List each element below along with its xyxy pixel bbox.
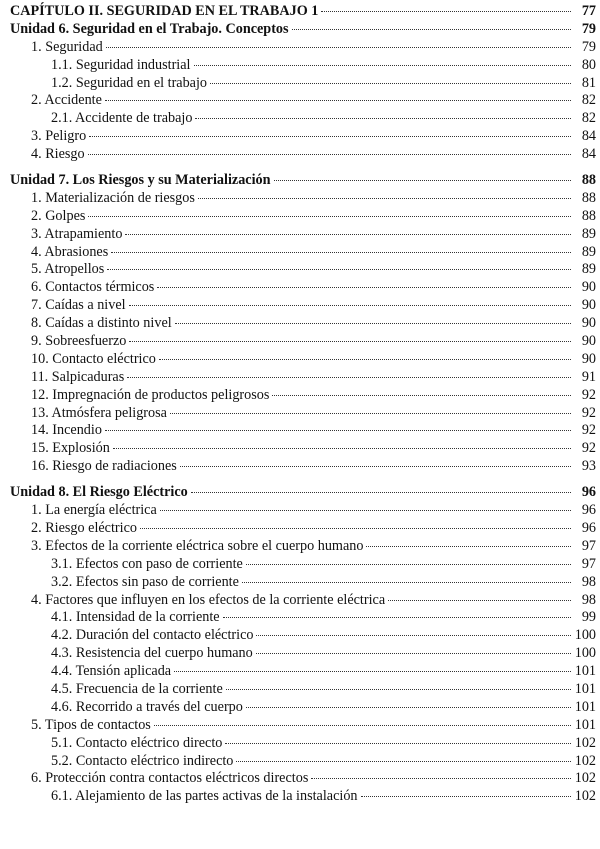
toc-subsection bbox=[10, 110, 596, 128]
toc-entry-page: 98 bbox=[581, 573, 596, 590]
toc-entry-page: 82 bbox=[581, 110, 596, 127]
toc-section bbox=[10, 592, 596, 610]
dot-leader bbox=[242, 582, 571, 583]
toc-entry-title: 11. Salpicaduras bbox=[31, 368, 125, 385]
dot-leader bbox=[89, 136, 571, 137]
toc-entry-page: 79 bbox=[581, 38, 596, 55]
toc-entry-title: 5.1. Contacto eléctrico directo bbox=[51, 734, 223, 751]
toc-entry-title: 14. Incendio bbox=[31, 422, 102, 439]
toc-section bbox=[10, 502, 596, 520]
toc-entry-title: 6. Contactos térmicos bbox=[31, 279, 155, 296]
toc-entry-title: 1. Materialización de riesgos bbox=[31, 189, 195, 206]
toc-entry-title: 1. La energía eléctrica bbox=[31, 502, 157, 519]
toc-entry-title: 6.1. Alejamiento de las partes activas de la instalación bbox=[51, 788, 358, 805]
dot-leader bbox=[127, 377, 571, 378]
dot-leader bbox=[226, 689, 571, 690]
toc-subsection bbox=[10, 645, 596, 663]
toc-entry-title: Unidad 6. Seguridad en el Trabajo. Conceptos bbox=[10, 20, 289, 37]
toc-section bbox=[10, 279, 596, 297]
dot-leader bbox=[256, 653, 571, 654]
toc-entry-page: 89 bbox=[581, 243, 596, 260]
toc-entry-title: CAPÍTULO II. SEGURIDAD EN EL TRABAJO 1 bbox=[10, 3, 319, 19]
toc-entry-title: 3.1. Efectos con paso de corriente bbox=[51, 555, 243, 572]
toc-entry-page: 79 bbox=[581, 20, 596, 37]
toc-entry-title: 5. Tipos de contactos bbox=[31, 716, 151, 733]
toc-entry-title: 3. Atrapamiento bbox=[31, 225, 123, 242]
dot-leader bbox=[180, 466, 571, 467]
toc-entry-page: 102 bbox=[574, 770, 596, 787]
dot-leader bbox=[105, 100, 571, 101]
toc-subsection bbox=[10, 753, 596, 771]
toc-section bbox=[10, 333, 596, 351]
toc-entry-title: 4.6. Recorrido a través del cuerpo bbox=[51, 698, 243, 715]
toc-entry-title: 4.1. Intensidad de la corriente bbox=[51, 609, 220, 626]
toc-entry-page: 96 bbox=[581, 502, 596, 519]
toc-entry-page: 82 bbox=[581, 92, 596, 109]
dot-leader bbox=[129, 305, 571, 306]
dot-leader bbox=[140, 528, 571, 529]
toc-section bbox=[10, 315, 596, 333]
toc-section bbox=[10, 226, 596, 244]
dot-leader bbox=[272, 395, 571, 396]
toc-subsection bbox=[10, 788, 596, 806]
toc-entry-title: 6. Protección contra contactos eléctricos directos bbox=[31, 770, 309, 787]
dot-leader bbox=[194, 65, 572, 66]
toc-section bbox=[10, 190, 596, 208]
toc-entry-page: 88 bbox=[581, 189, 596, 206]
toc-entry-page: 100 bbox=[574, 645, 596, 662]
toc-entry-page: 99 bbox=[581, 609, 596, 626]
toc-entry-title: 9. Sobreesfuerzo bbox=[31, 333, 127, 350]
toc-entry-page: 77 bbox=[581, 3, 596, 19]
dot-leader bbox=[174, 671, 571, 672]
toc-section bbox=[10, 297, 596, 315]
toc-entry-title: 4. Factores que influyen en los efectos de la corriente eléctrica bbox=[31, 591, 386, 608]
toc-entry-title: 1.2. Seguridad en el trabajo bbox=[51, 74, 208, 91]
toc-entry-title: 3. Peligro bbox=[31, 128, 87, 145]
toc-section bbox=[10, 440, 596, 458]
dot-leader bbox=[223, 617, 571, 618]
toc-subsection bbox=[10, 75, 596, 93]
toc-entry-page: 89 bbox=[581, 261, 596, 278]
dot-leader bbox=[107, 269, 571, 270]
toc-entry-title: 16. Riesgo de radiaciones bbox=[31, 458, 177, 475]
toc-entry-title: 1. Seguridad bbox=[31, 38, 103, 55]
toc-entry-page: 101 bbox=[574, 698, 596, 715]
dot-leader bbox=[129, 341, 571, 342]
toc-subsection bbox=[10, 574, 596, 592]
toc-section bbox=[10, 538, 596, 556]
toc-entry-page: 90 bbox=[581, 297, 596, 314]
toc-section bbox=[10, 369, 596, 387]
dot-leader bbox=[292, 29, 571, 30]
toc-entry-page: 97 bbox=[581, 555, 596, 572]
toc-entry-title: 7. Caídas a nivel bbox=[31, 297, 126, 314]
toc-entry-title: Unidad 7. Los Riesgos y su Materialización bbox=[10, 172, 271, 189]
dot-leader bbox=[160, 510, 571, 511]
toc-entry-page: 90 bbox=[581, 350, 596, 367]
toc-entry-title: 1.1. Seguridad industrial bbox=[51, 56, 191, 73]
dot-leader bbox=[198, 198, 571, 199]
dot-leader bbox=[274, 180, 571, 181]
toc-entry-page: 101 bbox=[574, 663, 596, 680]
toc-entry-page: 96 bbox=[581, 484, 596, 501]
toc-entry-page: 92 bbox=[581, 422, 596, 439]
dot-leader bbox=[210, 83, 571, 84]
toc-subsection bbox=[10, 663, 596, 681]
toc-entry-page: 101 bbox=[574, 716, 596, 733]
toc-unit-heading bbox=[10, 21, 596, 39]
toc-entry-title: 4.3. Resistencia del cuerpo humano bbox=[51, 645, 253, 662]
toc-entry-page: 90 bbox=[581, 333, 596, 350]
toc-section bbox=[10, 208, 596, 226]
toc-unit-heading bbox=[10, 172, 596, 190]
dot-leader bbox=[191, 492, 571, 493]
toc-entry-page: 92 bbox=[581, 386, 596, 403]
dot-leader bbox=[388, 600, 571, 601]
toc-section bbox=[10, 520, 596, 538]
toc-section bbox=[10, 128, 596, 146]
toc-entry-title: 2. Accidente bbox=[31, 92, 102, 109]
toc-entry-title: 4. Abrasiones bbox=[31, 243, 109, 260]
dot-leader bbox=[159, 359, 571, 360]
dot-leader bbox=[106, 47, 571, 48]
toc-entry-page: 84 bbox=[581, 128, 596, 145]
toc-entry-title: 4.5. Frecuencia de la corriente bbox=[51, 680, 223, 697]
toc-entry-title: 10. Contacto eléctrico bbox=[31, 350, 156, 367]
dot-leader bbox=[105, 430, 571, 431]
dot-leader bbox=[111, 252, 571, 253]
dot-leader bbox=[311, 778, 571, 779]
toc-section bbox=[10, 770, 596, 788]
toc-entry-title: 2. Golpes bbox=[31, 207, 86, 224]
toc-entry-page: 88 bbox=[581, 207, 596, 224]
toc-entry-title: 3.2. Efectos sin paso de corriente bbox=[51, 573, 239, 590]
toc-entry-title: Unidad 8. El Riesgo Eléctrico bbox=[10, 484, 188, 501]
toc-section bbox=[10, 244, 596, 262]
toc-entry-page: 100 bbox=[574, 627, 596, 644]
toc-entry-page: 97 bbox=[581, 537, 596, 554]
toc-entry-page: 89 bbox=[581, 225, 596, 242]
toc-subsection bbox=[10, 609, 596, 627]
dot-leader bbox=[125, 234, 571, 235]
dot-leader bbox=[157, 287, 571, 288]
dot-leader bbox=[88, 154, 571, 155]
toc-section bbox=[10, 422, 596, 440]
toc-entry-title: 2. Riesgo eléctrico bbox=[31, 519, 137, 536]
dot-leader bbox=[113, 448, 571, 449]
toc-section bbox=[10, 39, 596, 57]
toc-section bbox=[10, 458, 596, 476]
toc-entry-page: 102 bbox=[574, 788, 596, 805]
toc-entry-page: 90 bbox=[581, 279, 596, 296]
toc-entry-page: 92 bbox=[581, 404, 596, 421]
dot-leader bbox=[170, 413, 571, 414]
toc-subsection bbox=[10, 699, 596, 717]
dot-leader bbox=[246, 564, 571, 565]
toc-section bbox=[10, 146, 596, 164]
toc-entry-title: 4.2. Duración del contacto eléctrico bbox=[51, 627, 254, 644]
toc-entry-page: 93 bbox=[581, 458, 596, 475]
dot-leader bbox=[321, 11, 571, 12]
dot-leader bbox=[361, 796, 571, 797]
dot-leader bbox=[246, 707, 571, 708]
toc-section bbox=[10, 387, 596, 405]
toc-entry-title: 4. Riesgo bbox=[31, 146, 85, 163]
toc-section bbox=[10, 717, 596, 735]
toc-entry-page: 101 bbox=[574, 680, 596, 697]
toc-entry-page: 81 bbox=[581, 74, 596, 91]
toc-entry-page: 80 bbox=[581, 56, 596, 73]
toc-entry-title: 13. Atmósfera peligrosa bbox=[31, 404, 167, 421]
dot-leader bbox=[88, 216, 571, 217]
toc-entry-page: 92 bbox=[581, 440, 596, 457]
toc-entry-title: 4.4. Tensión aplicada bbox=[51, 663, 172, 680]
toc-section bbox=[10, 92, 596, 110]
toc-entry-page: 102 bbox=[574, 752, 596, 769]
toc-subsection bbox=[10, 681, 596, 699]
toc-subsection bbox=[10, 735, 596, 753]
toc-subsection bbox=[10, 556, 596, 574]
toc-entry-page: 91 bbox=[581, 368, 596, 385]
toc-entry-page: 90 bbox=[581, 315, 596, 332]
toc-entry-title: 12. Impregnación de productos peligrosos bbox=[31, 386, 270, 403]
toc-entry-page: 84 bbox=[581, 146, 596, 163]
toc-entry-title: 2.1. Accidente de trabajo bbox=[51, 110, 193, 127]
toc-section bbox=[10, 405, 596, 423]
toc-unit-heading bbox=[10, 484, 596, 502]
dot-leader bbox=[175, 323, 571, 324]
toc-section bbox=[10, 351, 596, 369]
toc-entry-title: 15. Explosión bbox=[31, 440, 110, 457]
toc-entry-title: 5.2. Contacto eléctrico indirecto bbox=[51, 752, 234, 769]
table-of-contents bbox=[10, 3, 596, 806]
toc-entry-page: 96 bbox=[581, 519, 596, 536]
toc-entry-page: 102 bbox=[574, 734, 596, 751]
toc-entry-title: 8. Caídas a distinto nivel bbox=[31, 315, 172, 332]
toc-chapter-heading bbox=[10, 3, 596, 21]
toc-subsection bbox=[10, 627, 596, 645]
dot-leader bbox=[154, 725, 571, 726]
toc-section bbox=[10, 261, 596, 279]
dot-leader bbox=[256, 635, 571, 636]
dot-leader bbox=[225, 743, 571, 744]
dot-leader bbox=[236, 761, 571, 762]
toc-subsection bbox=[10, 57, 596, 75]
toc-entry-title: 5. Atropellos bbox=[31, 261, 105, 278]
dot-leader bbox=[366, 546, 571, 547]
dot-leader bbox=[195, 118, 571, 119]
toc-entry-page: 98 bbox=[581, 591, 596, 608]
toc-entry-page: 88 bbox=[581, 172, 596, 189]
toc-entry-title: 3. Efectos de la corriente eléctrica sobre el cuerpo humano bbox=[31, 537, 364, 554]
